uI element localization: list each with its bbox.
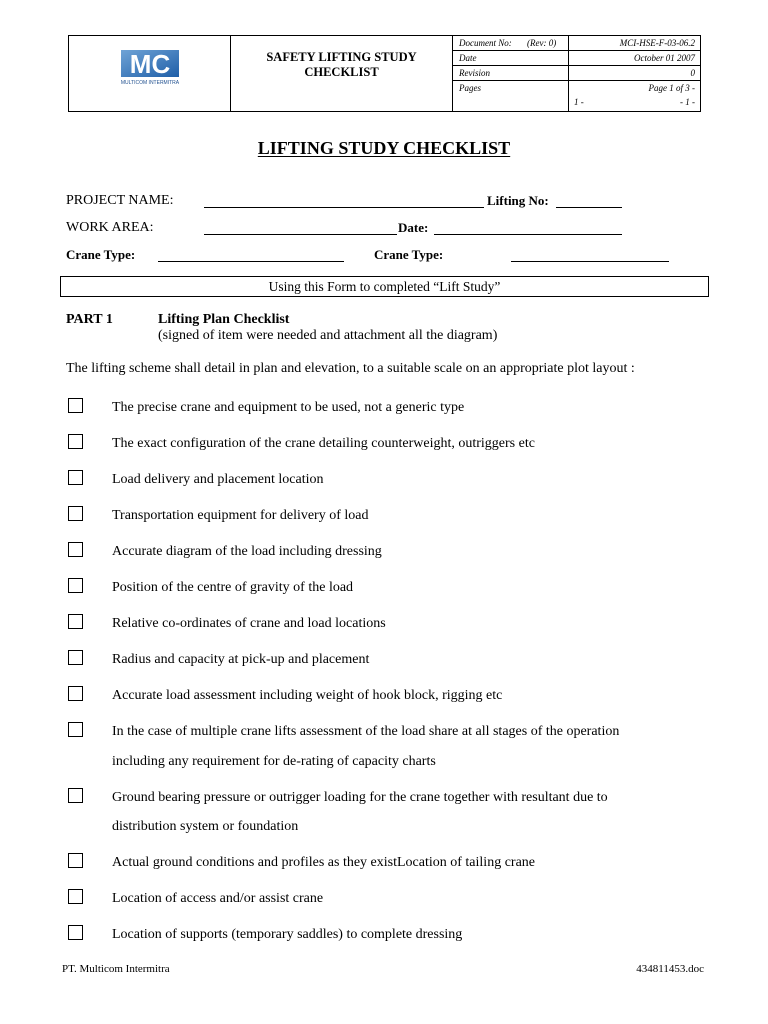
document-title-text: LIFTING STUDY CHECKLIST	[257, 138, 511, 158]
work-area-field	[204, 234, 397, 235]
meta-pages-value-line-2-left: 1 -	[574, 97, 584, 107]
meta-pages-value-line-2-right: - 1 -	[680, 97, 695, 107]
company-logo	[119, 48, 181, 88]
footer-company: PT. Multicom Intermitra	[62, 963, 170, 975]
checklist-item	[66, 393, 726, 423]
checkbox	[68, 614, 83, 629]
checklist-item	[66, 465, 726, 495]
checklist-item	[66, 848, 726, 878]
date-field	[434, 234, 622, 235]
checklist-item	[66, 537, 726, 567]
meta-doc-no-label: Document No:	[459, 38, 512, 48]
header-title	[231, 36, 453, 111]
checklist-item-text: Transportation equipment for delivery of load	[112, 508, 369, 523]
checklist-item-text: Load delivery and placement location	[112, 472, 324, 487]
checklist-item-text: The exact configuration of the crane detailing counterweight, outriggers etc	[112, 436, 535, 451]
meta-pages-value-cell	[569, 81, 700, 111]
work-area-label: WORK AREA:	[66, 220, 154, 235]
crane-type-label-1: Crane Type:	[66, 247, 136, 262]
part-1-note: (signed of item were needed and attachment all the diagram)	[158, 328, 498, 343]
checkbox	[68, 578, 83, 593]
checklist-item	[66, 645, 726, 675]
checkbox	[68, 889, 83, 904]
checkbox	[68, 542, 83, 557]
meta-pages-value-line-1: Page 1 of 3 -	[648, 83, 695, 93]
checklist-item-text: Location of access and/or assist crane	[112, 891, 324, 906]
lifting-plan-checklist	[66, 393, 726, 956]
checklist-item	[66, 717, 726, 776]
instruction-box: Using this Form to completed “Lift Study”	[60, 276, 709, 297]
checklist-item	[66, 783, 726, 842]
checklist-item-text: Accurate load assessment including weight of hook block, rigging etc	[112, 688, 503, 703]
meta-doc-no-value: MCI-HSE-F-03-06.2	[569, 36, 700, 51]
meta-doc-no-label-cell	[453, 36, 569, 51]
crane-type-label-2: Crane Type:	[374, 247, 444, 262]
document-title	[0, 138, 768, 159]
checkbox	[68, 788, 83, 803]
meta-revision-value: 0	[569, 66, 700, 81]
lifting-no-label: Lifting No:	[487, 193, 549, 208]
checklist-item-text: Relative co-ordinates of crane and load locations	[112, 616, 386, 631]
checkbox	[68, 434, 83, 449]
lifting-no-field	[556, 207, 622, 208]
header-title-line-2: CHECKLIST	[304, 65, 379, 79]
checklist-item-text: Location of supports (temporary saddles) to complete dressing	[112, 927, 463, 942]
checkbox	[68, 925, 83, 940]
checkbox	[68, 853, 83, 868]
header-title-line-1: SAFETY LIFTING STUDY	[266, 50, 417, 64]
crane-type-field-2	[511, 261, 669, 262]
checklist-item-text: Ground bearing pressure or outrigger loading for the crane together with resultant due to	[112, 789, 608, 805]
logo-mark: MC	[129, 49, 171, 79]
checklist-item-text: including any requirement for de-rating of capacity charts	[112, 753, 436, 769]
document-header-table	[68, 35, 701, 112]
checklist-item-text: Actual ground conditions and profiles as they existLocation of tailing crane	[112, 855, 535, 870]
checklist-item	[66, 884, 726, 914]
checkbox	[68, 470, 83, 485]
crane-type-field-1	[158, 261, 344, 262]
meta-rev-label: (Rev: 0)	[527, 38, 557, 48]
logo-company-name: MULTICOM INTERMITRA	[120, 80, 180, 86]
document-meta-table	[453, 36, 700, 111]
checkbox	[68, 650, 83, 665]
checklist-item	[66, 920, 726, 950]
checklist-item-text: distribution system or foundation	[112, 819, 299, 834]
footer-file-name: 434811453.doc	[636, 963, 704, 975]
checklist-item	[66, 609, 726, 639]
project-name-field	[204, 207, 484, 208]
checklist-item	[66, 573, 726, 603]
checklist-item-text: In the case of multiple crane lifts assessment of the load share at all stages of the operation	[112, 724, 620, 739]
project-name-label: PROJECT NAME:	[66, 193, 174, 208]
meta-date-value: October 01 2007	[569, 51, 700, 66]
meta-date-label: Date	[453, 51, 569, 66]
checklist-item	[66, 501, 726, 531]
checkbox	[68, 398, 83, 413]
logo-cell	[69, 36, 231, 111]
checkbox	[68, 506, 83, 521]
checkbox	[68, 686, 83, 701]
date-label: Date:	[398, 220, 429, 235]
checklist-item-text: Radius and capacity at pick-up and placement	[112, 652, 370, 667]
checklist-item-text: Accurate diagram of the load including dressing	[112, 544, 382, 559]
meta-pages-label: Pages	[453, 81, 569, 111]
part-1-heading: Lifting Plan Checklist	[158, 312, 290, 327]
part-1-label: PART 1	[66, 312, 113, 327]
checklist-item	[66, 681, 726, 711]
meta-revision-label: Revision	[453, 66, 569, 81]
checkbox	[68, 722, 83, 737]
checklist-item-text: Position of the centre of gravity of the load	[112, 580, 354, 595]
checklist-item	[66, 429, 726, 459]
part-1-intro: The lifting scheme shall detail in plan and elevation, to a suitable scale on an appropriate plot layout :	[66, 361, 635, 376]
checklist-item-text: The precise crane and equipment to be used, not a generic type	[112, 400, 465, 415]
